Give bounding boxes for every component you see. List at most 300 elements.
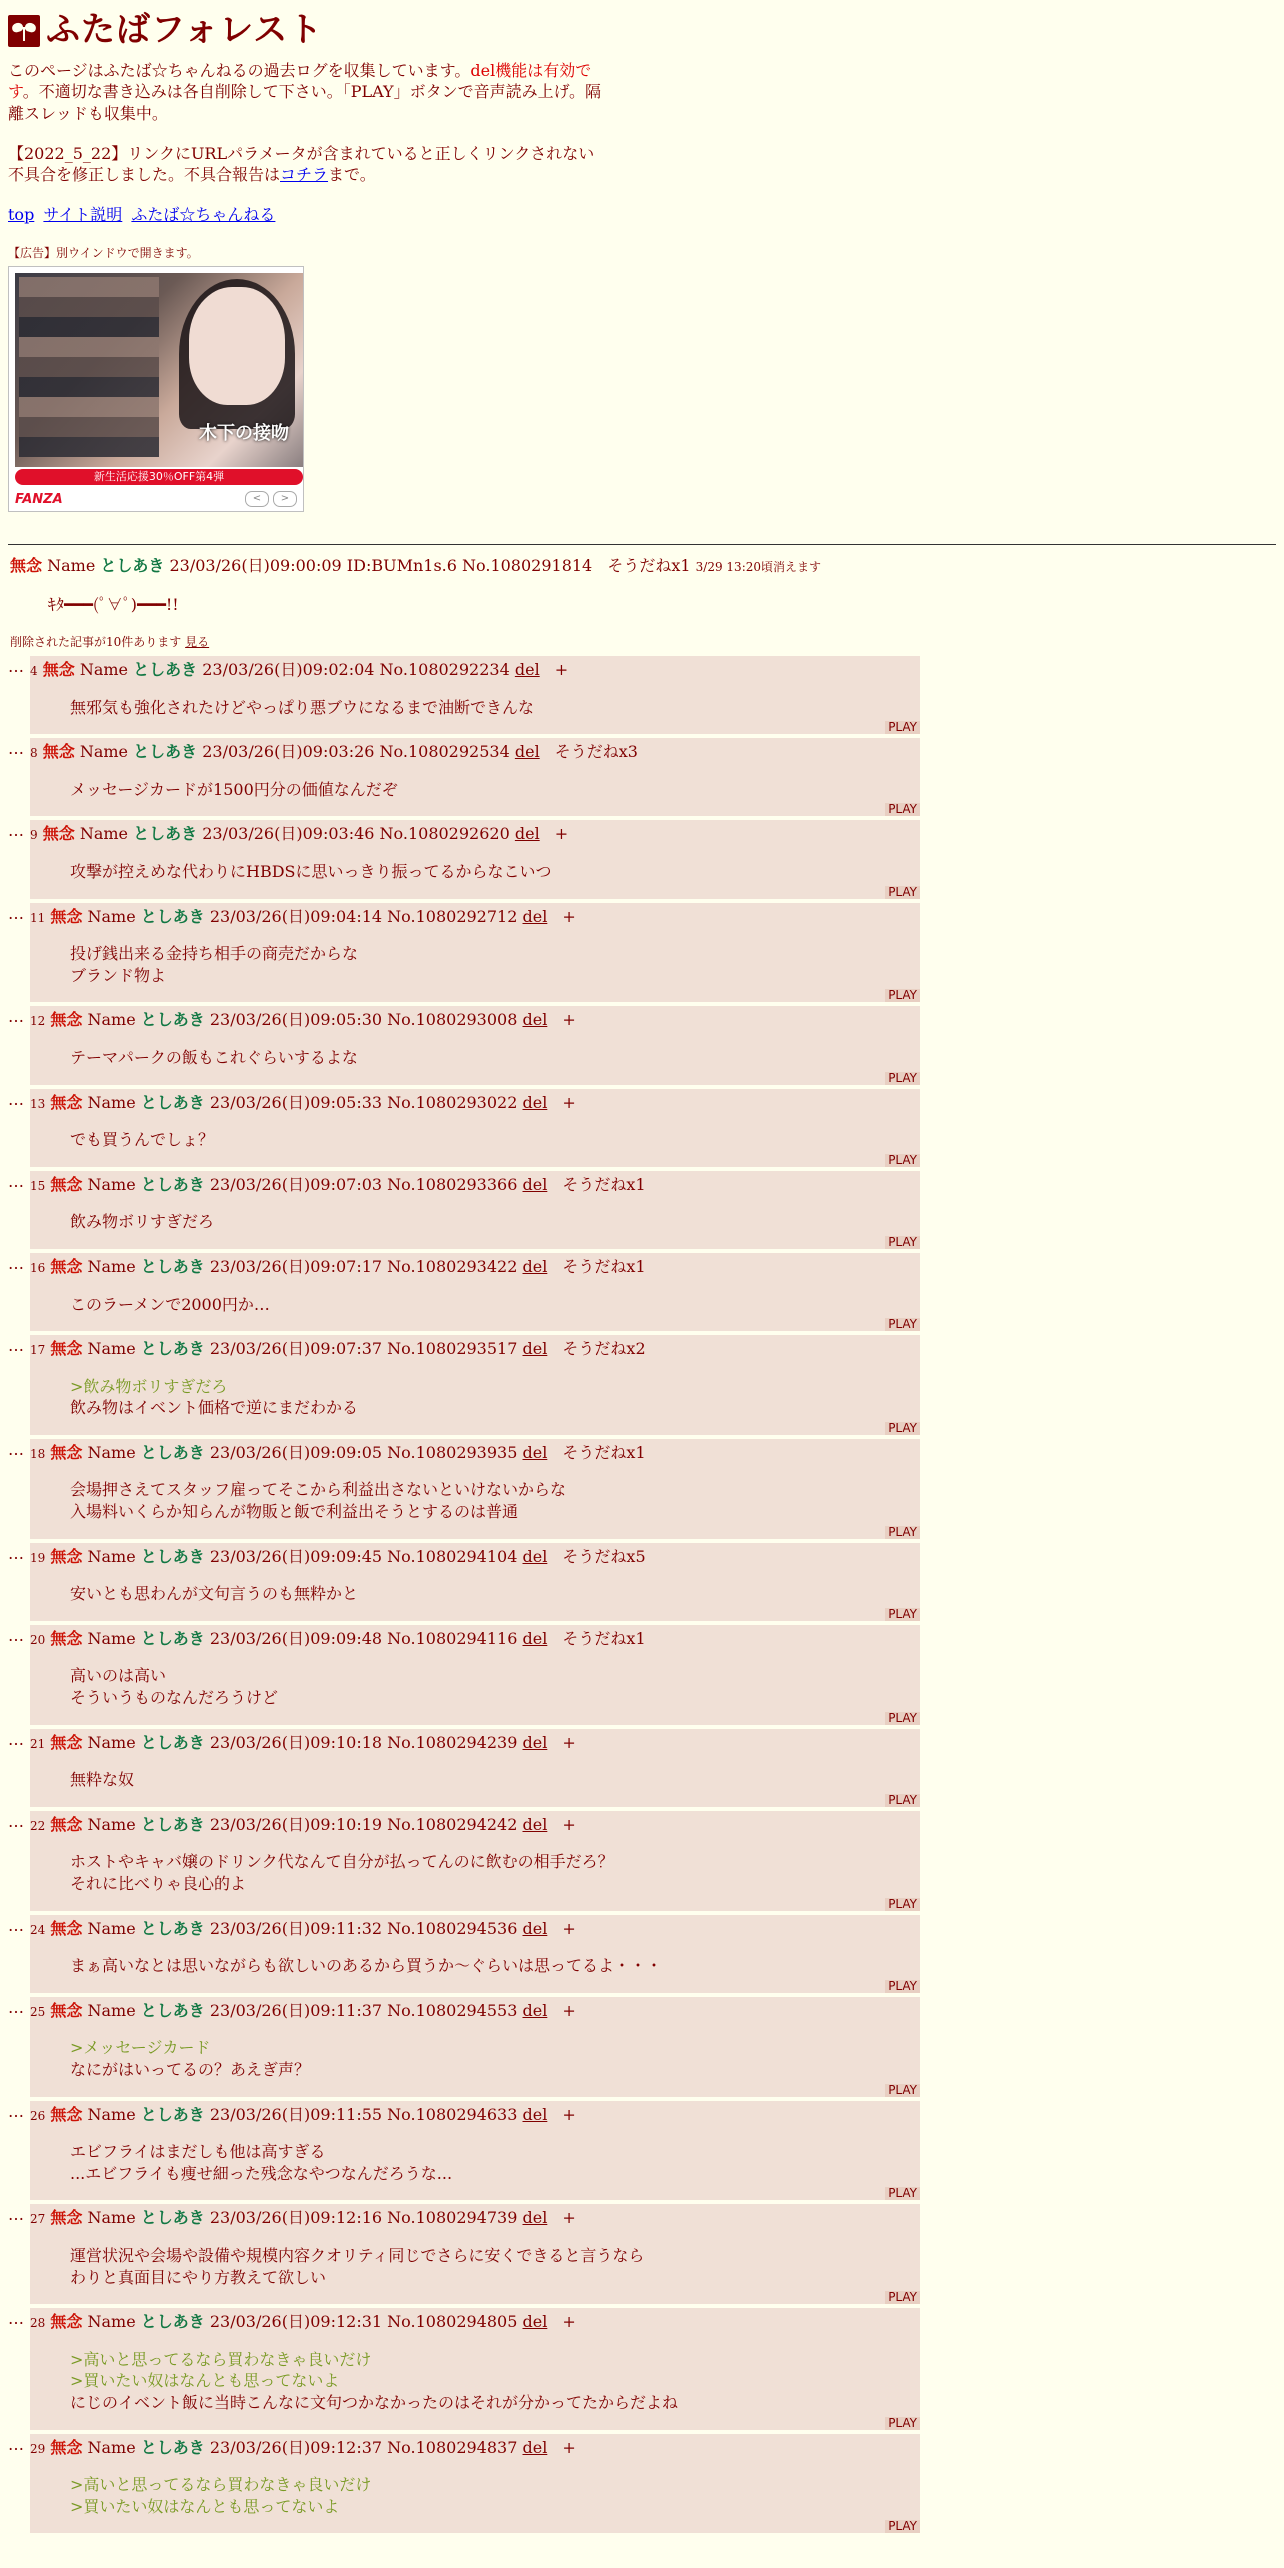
reply-del-link[interactable]: del — [522, 1256, 548, 1276]
reply-dots: … — [8, 2309, 24, 2329]
play-button[interactable]: PLAY — [885, 1712, 920, 1725]
play-button[interactable]: PLAY — [885, 989, 920, 1002]
reply-text-line: 高いのは高い — [70, 1666, 167, 1686]
reply-datetime: 23/03/26(日)09:11:55 No.1080294633 — [209, 2104, 518, 2124]
reply-header — [30, 1256, 920, 1278]
reply-del-link[interactable]: del — [522, 2104, 548, 2124]
reply-dots: … — [8, 1729, 24, 1749]
reply-row — [8, 1335, 1276, 1435]
reply-text-line: テーマパークの飯もこれぐらいするよな — [70, 1047, 358, 1067]
reply-text-line: 会場押さえてスタッフ雇ってそこから利益出さないといけないからな — [70, 1480, 567, 1500]
reply-row — [8, 656, 1276, 734]
reply-play-row — [30, 1526, 920, 1539]
ad-image[interactable] — [15, 273, 303, 467]
reply-sodane-button[interactable]: そうだねx3 — [554, 742, 638, 762]
reply-subject: 無念 — [50, 1918, 83, 1938]
reply-del-link[interactable]: del — [522, 1339, 548, 1359]
reply-dots: … — [8, 1811, 24, 1831]
reply-subject: 無念 — [50, 1339, 83, 1359]
reply-subject: 無念 — [50, 1256, 83, 1276]
reply-del-link[interactable]: del — [514, 742, 540, 762]
reply-sodane-button[interactable]: そうだねx1 — [562, 1442, 646, 1462]
reply-sodane-button[interactable]: そうだねx2 — [562, 1339, 646, 1359]
reply-header — [30, 1918, 920, 1940]
reply-name-label: Name — [87, 1628, 136, 1648]
reply-del-link[interactable]: del — [522, 1628, 548, 1648]
reply-subject: 無念 — [50, 2437, 83, 2457]
reply-row — [8, 820, 1276, 898]
reply-post — [30, 1729, 920, 1807]
reply-number: 11 — [30, 910, 46, 925]
reply-datetime: 23/03/26(日)09:09:05 No.1080293935 — [209, 1442, 518, 1462]
reply-del-link[interactable]: del — [522, 1010, 548, 1030]
reply-text-line: 投げ銭出来る金持ち相手の商売だからな — [70, 944, 359, 964]
reply-name-label: Name — [87, 1546, 136, 1566]
reply-subject: 無念 — [50, 1010, 83, 1030]
reply-name: としあき — [140, 2000, 205, 2020]
reply-name-label: Name — [79, 824, 129, 844]
reply-del-link[interactable]: del — [522, 2437, 548, 2457]
reply-quote-line: >高いと思ってるなら買わなきゃ良いだけ — [70, 2349, 372, 2369]
play-button[interactable]: PLAY — [885, 1422, 920, 1435]
reply-body — [70, 1376, 920, 1422]
reply-row — [8, 2101, 1276, 2201]
reply-list — [8, 656, 1276, 2533]
reply-del-link[interactable]: del — [522, 1814, 548, 1834]
reply-text-line: メッセージカードが1500円分の価値なんだぞ — [70, 779, 398, 799]
reply-subject: 無念 — [50, 906, 83, 926]
reply-del-link[interactable]: del — [522, 1174, 548, 1194]
nav-top-link[interactable]: top — [8, 204, 35, 224]
reply-header — [30, 1814, 920, 1836]
reply-sodane-button[interactable]: + — [562, 2437, 576, 2457]
reply-name-label: Name — [87, 1918, 136, 1938]
reply-del-link[interactable]: del — [522, 2312, 548, 2332]
reply-body — [70, 861, 920, 886]
reply-play-row — [30, 1072, 920, 1085]
reply-text-line: にじのイベント飯に当時こんなに文句つかなかったのはそれが分かってたからだよね — [70, 2392, 679, 2412]
nav-about-link[interactable]: サイト説明 — [43, 204, 123, 224]
reply-header — [30, 823, 920, 845]
reply-post — [30, 1997, 920, 2097]
reply-post — [30, 656, 920, 734]
reply-post — [30, 1439, 920, 1539]
reply-dots: … — [8, 739, 24, 759]
ad-next-icon[interactable]: > — [273, 491, 297, 507]
reply-text-line: わりと真面目にやり方教えて欲しい — [70, 2267, 327, 2287]
reply-name: としあき — [140, 2104, 205, 2124]
play-button[interactable]: PLAY — [885, 1072, 920, 1085]
reply-text-line: 攻撃が控えめな代わりにHBDSに思いっきり振ってるからなこいつ — [70, 861, 552, 881]
reply-body — [70, 2245, 920, 2291]
reply-quote-line: >飲み物ボリすぎだろ — [70, 1376, 228, 1396]
reply-play-row — [30, 2520, 920, 2533]
reply-del-link[interactable]: del — [522, 906, 548, 926]
op-name-label: Name — [47, 555, 96, 575]
reply-play-row — [30, 1318, 920, 1331]
reply-name: としあき — [140, 1918, 205, 1938]
reply-datetime: 23/03/26(日)09:10:19 No.1080294242 — [209, 1814, 518, 1834]
reply-row — [8, 1915, 1276, 1993]
reply-subject: 無念 — [50, 1546, 83, 1566]
reply-dots: … — [8, 1543, 24, 1563]
reply-datetime: 23/03/26(日)09:05:33 No.1080293022 — [209, 1092, 518, 1112]
reply-sodane-button[interactable]: + — [562, 2208, 576, 2228]
reply-sodane-button[interactable]: + — [562, 1010, 576, 1030]
reply-name: としあき — [140, 2208, 205, 2228]
reply-post — [30, 2434, 920, 2534]
reply-sodane-button[interactable]: そうだねx1 — [562, 1174, 646, 1194]
reply-text-line: 飲み物ボリすぎだろ — [70, 1212, 215, 1232]
reply-quote-line: >買いたい奴はなんとも思ってないよ — [70, 2371, 340, 2391]
ad-image-face — [189, 287, 285, 405]
reply-number: 25 — [30, 2004, 46, 2019]
reply-text-line: 入場料いくらか知らんが物販と飯で利益出そうとするのは普通 — [70, 1502, 519, 1522]
reply-play-row — [30, 2084, 920, 2097]
reply-datetime: 23/03/26(日)09:12:31 No.1080294805 — [209, 2312, 518, 2332]
reply-dots: … — [8, 821, 24, 841]
reply-subject: 無念 — [50, 1442, 83, 1462]
reply-name: としあき — [140, 1442, 205, 1462]
reply-header — [30, 2000, 920, 2022]
reply-datetime: 23/03/26(日)09:03:46 No.1080292620 — [202, 824, 510, 844]
nav-links — [8, 204, 1276, 226]
reply-header — [30, 1009, 920, 1031]
show-deleted-link[interactable]: 見る — [185, 634, 210, 649]
reply-datetime: 23/03/26(日)09:05:30 No.1080293008 — [209, 1010, 518, 1030]
reply-name-label: Name — [87, 2312, 136, 2332]
reply-datetime: 23/03/26(日)09:07:03 No.1080293366 — [209, 1174, 518, 1194]
reply-dots: … — [8, 1439, 24, 1459]
reply-datetime: 23/03/26(日)09:09:48 No.1080294116 — [209, 1628, 518, 1648]
reply-number: 8 — [30, 746, 38, 761]
reply-body — [70, 1955, 920, 1980]
reply-sodane-button[interactable]: + — [562, 2104, 576, 2124]
reply-text-line: このラーメンで2000円か… — [70, 1294, 270, 1314]
reply-play-row — [30, 1794, 920, 1807]
reply-play-row — [30, 1980, 920, 1993]
reply-row — [8, 1089, 1276, 1167]
reply-quote-line: >メッセージカード — [70, 2038, 211, 2058]
reply-number: 18 — [30, 1446, 46, 1461]
reply-del-link[interactable]: del — [522, 1546, 548, 1566]
reply-name-label: Name — [87, 2208, 136, 2228]
reply-name: としあき — [140, 1339, 205, 1359]
op-subject: 無念 — [10, 555, 43, 575]
reply-sodane-button[interactable]: + — [554, 660, 569, 680]
reply-sodane-button[interactable]: + — [562, 2000, 576, 2020]
reply-post — [30, 903, 920, 1003]
play-button[interactable]: PLAY — [885, 1794, 920, 1807]
reply-number: 13 — [30, 1096, 46, 1111]
reply-subject: 無念 — [42, 742, 75, 762]
reply-post — [30, 1253, 920, 1331]
notice-part-1: 【2022_5_22】リンクにURLパラメータが含まれていると正しくリンクされない不具合を修正しました。不具合報告は — [8, 143, 595, 185]
site-title: ふたばフォレスト — [46, 10, 324, 50]
reply-number: 26 — [30, 2108, 46, 2123]
play-button[interactable]: PLAY — [885, 1898, 920, 1911]
reply-row — [8, 2204, 1276, 2304]
reply-body — [70, 2349, 920, 2417]
reply-body — [70, 1665, 920, 1711]
reply-name-label: Name — [87, 2000, 136, 2020]
play-button[interactable]: PLAY — [885, 1154, 920, 1167]
reply-text-line: そういうものなんだろうけど — [70, 1688, 279, 1708]
reply-subject: 無念 — [42, 660, 75, 680]
reply-post — [30, 1543, 920, 1621]
reply-datetime: 23/03/26(日)09:07:37 No.1080293517 — [209, 1339, 518, 1359]
reply-dots: … — [8, 2434, 24, 2454]
ad-image-collage — [19, 277, 159, 457]
reply-name: としあき — [133, 742, 198, 762]
reply-play-row — [30, 989, 920, 1002]
op-name: としあき — [100, 555, 165, 575]
reply-del-link[interactable]: del — [514, 824, 540, 844]
reply-number: 28 — [30, 2316, 46, 2331]
reply-post — [30, 738, 920, 816]
reply-post — [30, 1089, 920, 1167]
reply-row — [8, 1543, 1276, 1621]
reply-subject: 無念 — [50, 2208, 83, 2228]
reply-name: としあき — [140, 1174, 205, 1194]
ad-footer — [15, 491, 297, 509]
intro-del-enabled: del機能は有効です — [8, 60, 592, 102]
reply-number: 17 — [30, 1343, 46, 1358]
reply-header — [30, 1174, 920, 1196]
reply-sodane-button[interactable]: + — [562, 906, 576, 926]
play-button[interactable]: PLAY — [885, 1318, 920, 1331]
op-sodane-button[interactable]: そうだねx1 — [607, 555, 691, 575]
reply-name-label: Name — [87, 1174, 136, 1194]
reply-sodane-button[interactable]: + — [562, 1918, 576, 1938]
reply-text-line: それに比べりゃ良心的よ — [70, 1874, 247, 1894]
separator — [8, 544, 1276, 545]
reply-dots: … — [8, 1915, 24, 1935]
reply-number: 27 — [30, 2212, 46, 2227]
ad-banner[interactable]: 新生活応援30％OFF第4弾 — [15, 469, 303, 485]
reply-body — [70, 943, 920, 989]
reply-text-line: 無邪気も強化されたけどやっぱり悪ブウになるまで油断できんな — [70, 697, 535, 717]
reply-subject: 無念 — [50, 2000, 83, 2020]
reply-play-row — [30, 1236, 920, 1249]
reply-name: としあき — [133, 660, 198, 680]
reply-sodane-button[interactable]: そうだねx1 — [562, 1256, 646, 1276]
op-header — [10, 555, 1276, 577]
reply-play-row — [30, 1154, 920, 1167]
reply-play-row — [30, 1712, 920, 1725]
play-button[interactable]: PLAY — [885, 1236, 920, 1249]
reply-sodane-button[interactable]: + — [562, 1092, 576, 1112]
reply-play-row — [30, 886, 920, 899]
reply-body — [70, 779, 920, 804]
reply-number: 19 — [30, 1550, 46, 1565]
reply-del-link[interactable]: del — [514, 660, 540, 680]
reply-text-line: ...エビフライも痩せ細った残念なやつなんだろうな... — [70, 2163, 453, 2183]
ad-arrows — [245, 491, 297, 507]
reply-del-link[interactable]: del — [522, 2000, 548, 2020]
reply-dots: … — [8, 1997, 24, 2017]
reply-datetime: 23/03/26(日)09:07:17 No.1080293422 — [209, 1256, 518, 1276]
reply-header — [30, 1338, 920, 1360]
reply-text-line: ブランド物よ — [70, 965, 167, 985]
reply-dots: … — [8, 1089, 24, 1109]
reply-post — [30, 1171, 920, 1249]
reply-datetime: 23/03/26(日)09:11:37 No.1080294553 — [209, 2000, 518, 2020]
reply-sodane-button[interactable]: + — [562, 2312, 576, 2332]
reply-number: 12 — [30, 1014, 46, 1029]
reply-subject: 無念 — [50, 2312, 83, 2332]
reply-dots: … — [8, 1007, 24, 1027]
ad-image-title: 木下の接吻 — [199, 423, 289, 445]
intro-text — [8, 60, 608, 125]
reply-body — [70, 1047, 920, 1072]
reply-row — [8, 1171, 1276, 1249]
play-button[interactable]: PLAY — [885, 1980, 920, 1993]
reply-name: としあき — [140, 906, 205, 926]
play-button[interactable]: PLAY — [885, 721, 920, 734]
reply-name: としあき — [140, 1092, 205, 1112]
reply-row — [8, 1729, 1276, 1807]
reply-name-label: Name — [87, 1256, 136, 1276]
futaba-leaf-icon — [8, 15, 40, 47]
play-button[interactable]: PLAY — [885, 2187, 920, 2200]
reply-subject: 無念 — [42, 824, 75, 844]
bug-report-link[interactable]: コチラ — [280, 165, 329, 185]
reply-sodane-button[interactable]: そうだねx1 — [562, 1628, 646, 1648]
reply-dots: … — [8, 1625, 24, 1645]
ad-label: 【広告】別ウインドウで開きます。 — [8, 246, 199, 261]
reply-post — [30, 1915, 920, 1993]
ad-prev-icon[interactable]: < — [245, 491, 269, 507]
play-button[interactable]: PLAY — [885, 2520, 920, 2533]
play-button[interactable]: PLAY — [885, 2084, 920, 2097]
reply-name: としあき — [140, 1732, 205, 1752]
reply-play-row — [30, 2291, 920, 2304]
reply-body — [70, 2141, 920, 2187]
play-button[interactable]: PLAY — [885, 1608, 920, 1621]
reply-name-label: Name — [79, 742, 129, 762]
reply-name-label: Name — [87, 1814, 136, 1834]
op-body: ｷﾀ━━━(ﾟ∀ﾟ)━━━!! — [48, 595, 179, 615]
reply-datetime: 23/03/26(日)09:04:14 No.1080292712 — [209, 906, 518, 926]
reply-body — [70, 2037, 920, 2083]
reply-row — [8, 738, 1276, 816]
reply-name: としあき — [140, 1628, 205, 1648]
reply-body — [70, 1769, 920, 1794]
play-button[interactable]: PLAY — [885, 886, 920, 899]
op-expire: 3/29 13:20頃消えます — [695, 559, 822, 574]
reply-del-link[interactable]: del — [522, 2208, 548, 2228]
reply-subject: 無念 — [50, 1174, 83, 1194]
reply-play-row — [30, 721, 920, 734]
ad-box[interactable] — [8, 266, 304, 512]
reply-post — [30, 820, 920, 898]
reply-name: としあき — [140, 2312, 205, 2332]
reply-number: 4 — [30, 664, 38, 679]
reply-sodane-button[interactable]: + — [562, 1732, 576, 1752]
reply-text-line: 無粋な奴 — [70, 1770, 135, 1790]
reply-datetime: 23/03/26(日)09:12:37 No.1080294837 — [209, 2437, 518, 2457]
reply-del-link[interactable]: del — [522, 1918, 548, 1938]
reply-del-link[interactable]: del — [522, 1442, 548, 1462]
reply-post — [30, 1006, 920, 1084]
reply-body — [70, 697, 920, 722]
nav-futaba-link[interactable]: ふたば☆ちゃんねる — [131, 204, 276, 224]
reply-header — [30, 1732, 920, 1754]
play-button[interactable]: PLAY — [885, 2291, 920, 2304]
reply-dots: … — [8, 2101, 24, 2121]
reply-dots: … — [8, 903, 24, 923]
reply-sodane-button[interactable]: + — [554, 824, 569, 844]
reply-body — [70, 1583, 920, 1608]
reply-row — [8, 1006, 1276, 1084]
reply-text-line: エビフライはまだしも他は高すぎる — [70, 2142, 326, 2162]
play-button[interactable]: PLAY — [885, 2417, 920, 2430]
reply-subject: 無念 — [50, 1628, 83, 1648]
reply-dots: … — [8, 1336, 24, 1356]
reply-post — [30, 1335, 920, 1435]
reply-row — [8, 1439, 1276, 1539]
reply-del-link[interactable]: del — [522, 1732, 548, 1752]
reply-post — [30, 2101, 920, 2201]
reply-body — [70, 2474, 920, 2520]
reply-del-link[interactable]: del — [522, 1092, 548, 1112]
reply-sodane-button[interactable]: + — [562, 1814, 576, 1834]
reply-post — [30, 1625, 920, 1725]
reply-datetime: 23/03/26(日)09:02:04 No.1080292234 — [202, 660, 510, 680]
reply-name-label: Name — [79, 660, 129, 680]
play-button[interactable]: PLAY — [885, 1526, 920, 1539]
reply-row — [8, 1625, 1276, 1725]
reply-datetime: 23/03/26(日)09:11:32 No.1080294536 — [209, 1918, 518, 1938]
reply-dots: … — [8, 1171, 24, 1191]
reply-name-label: Name — [87, 906, 136, 926]
reply-post — [30, 2308, 920, 2429]
reply-row — [8, 1253, 1276, 1331]
reply-row — [8, 1997, 1276, 2097]
reply-play-row — [30, 2187, 920, 2200]
reply-number: 21 — [30, 1736, 46, 1751]
reply-name-label: Name — [87, 1442, 136, 1462]
site-header — [8, 8, 1276, 54]
reply-number: 16 — [30, 1260, 46, 1275]
reply-body — [70, 1211, 920, 1236]
reply-text-line: まぁ高いなとは思いながらも欲しいのあるから買うか〜ぐらいは思ってるよ・・・ — [70, 1956, 663, 1976]
reply-header — [30, 2437, 920, 2459]
reply-subject: 無念 — [50, 1092, 83, 1112]
reply-name-label: Name — [87, 1010, 136, 1030]
reply-sodane-button[interactable]: そうだねx5 — [562, 1546, 646, 1566]
reply-body — [70, 1851, 920, 1897]
reply-subject: 無念 — [50, 2104, 83, 2124]
reply-number: 22 — [30, 1818, 46, 1833]
reply-quote-line: >買いたい奴はなんとも思ってないよ — [70, 2496, 340, 2516]
reply-subject: 無念 — [50, 1814, 83, 1834]
reply-play-row — [30, 1608, 920, 1621]
reply-play-row — [30, 2417, 920, 2430]
reply-header — [30, 1092, 920, 1114]
reply-dots: … — [8, 2205, 24, 2225]
deleted-note — [10, 634, 1276, 650]
reply-row — [8, 2308, 1276, 2429]
reply-name: としあき — [140, 1814, 205, 1834]
reply-header — [30, 659, 920, 681]
reply-play-row — [30, 803, 920, 816]
intro-part-2: 。不適切な書き込みは各自削除して下さい。「PLAY」ボタンで音声読み上げ。隔離スレッドも収集中。 — [8, 82, 601, 124]
play-button[interactable]: PLAY — [885, 803, 920, 816]
fanza-logo: FANZA — [15, 491, 63, 507]
reply-body — [70, 1479, 920, 1525]
